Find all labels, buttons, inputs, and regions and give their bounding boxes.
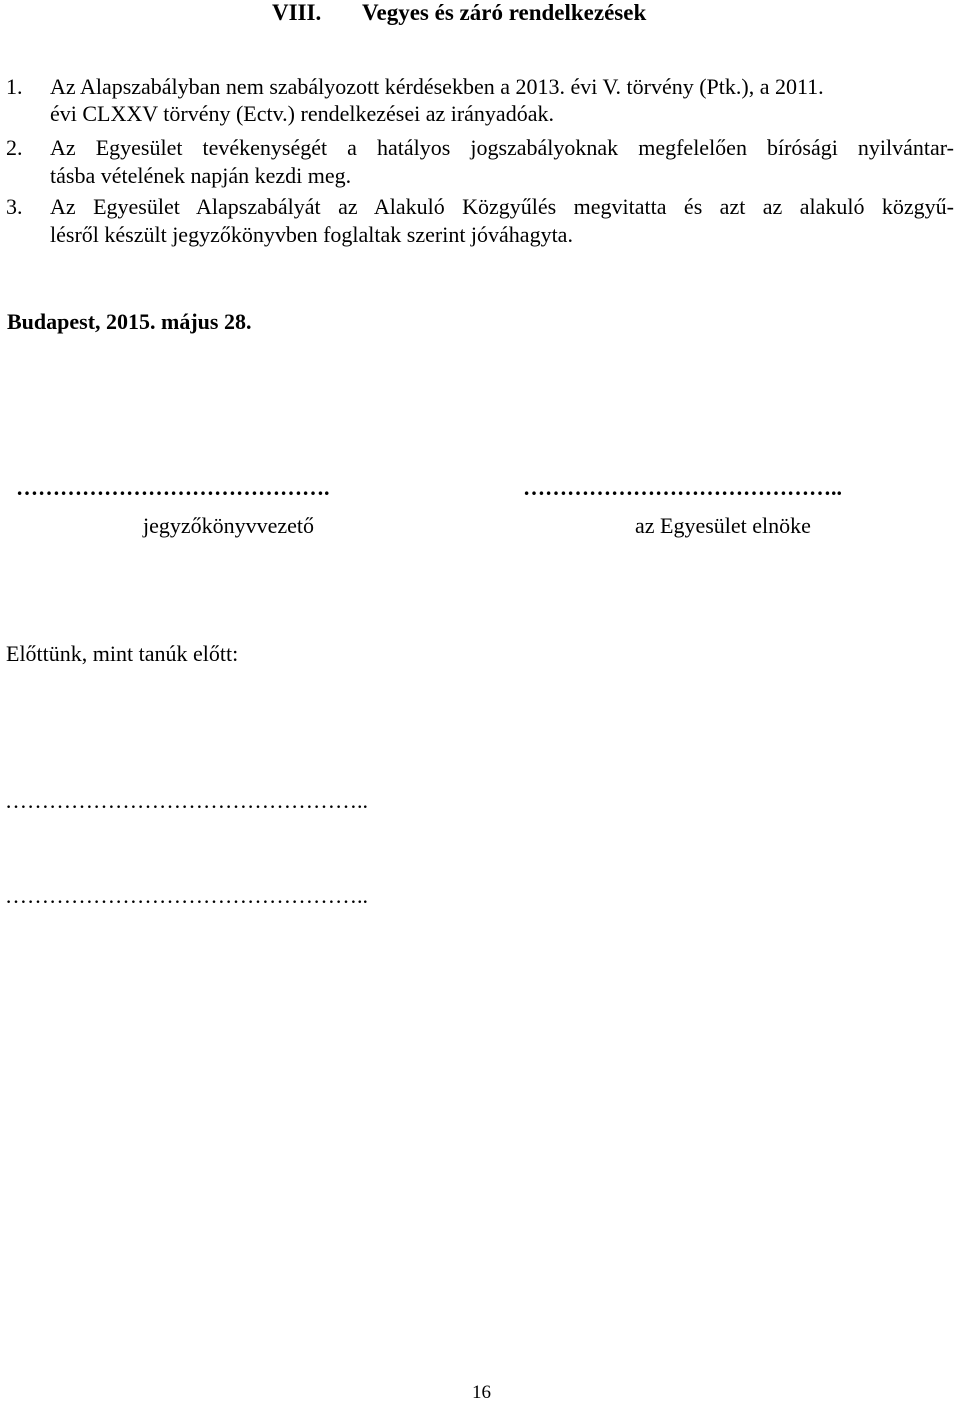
paragraph-line: évi CLXXV törvény (Ectv.) rendelkezései az irányadóak. [50,101,554,126]
section-title: Vegyes és záró rendelkezések [362,0,647,25]
paragraph-line: tásba vételének napján kezdi meg. [50,163,352,188]
paragraph-line: Az Egyesület Alapszabályát az Alakuló Közgyűlés megvitatta és azt az alakuló közgyű- [50,194,954,219]
paragraph-line: Az Alapszabályban nem szabályozott kérdésekben a 2013. évi V. törvény (Ptk.), a 2011. [50,74,824,99]
place-date: Budapest, 2015. május 28. [7,309,252,334]
witness-line-1: ………………………………………….. [5,788,368,813]
paragraph-line: lésről készült jegyzőkönyvben foglaltak szerint jóváhagyta. [50,222,573,247]
paragraph-number: 2. [6,135,23,160]
signature-line-left: ……………………………………. [16,475,330,500]
paragraph-number: 3. [6,194,23,219]
witness-label: Előttünk, mint tanúk előtt: [6,641,239,666]
page-number: 16 [472,1382,491,1403]
paragraph-number: 1. [6,74,23,99]
paragraph-line: Az Egyesület tevékenységét a hatályos jogszabályoknak megfelelően bírósági nyilvántar- [50,135,954,160]
signature-label-right: az Egyesület elnöke [635,513,811,538]
signature-line-right: …………………………………….. [523,475,842,500]
witness-line-2: ………………………………………….. [5,883,368,908]
section-number: VIII. [272,0,322,25]
signature-label-left: jegyzőkönyvvezető [143,513,315,538]
